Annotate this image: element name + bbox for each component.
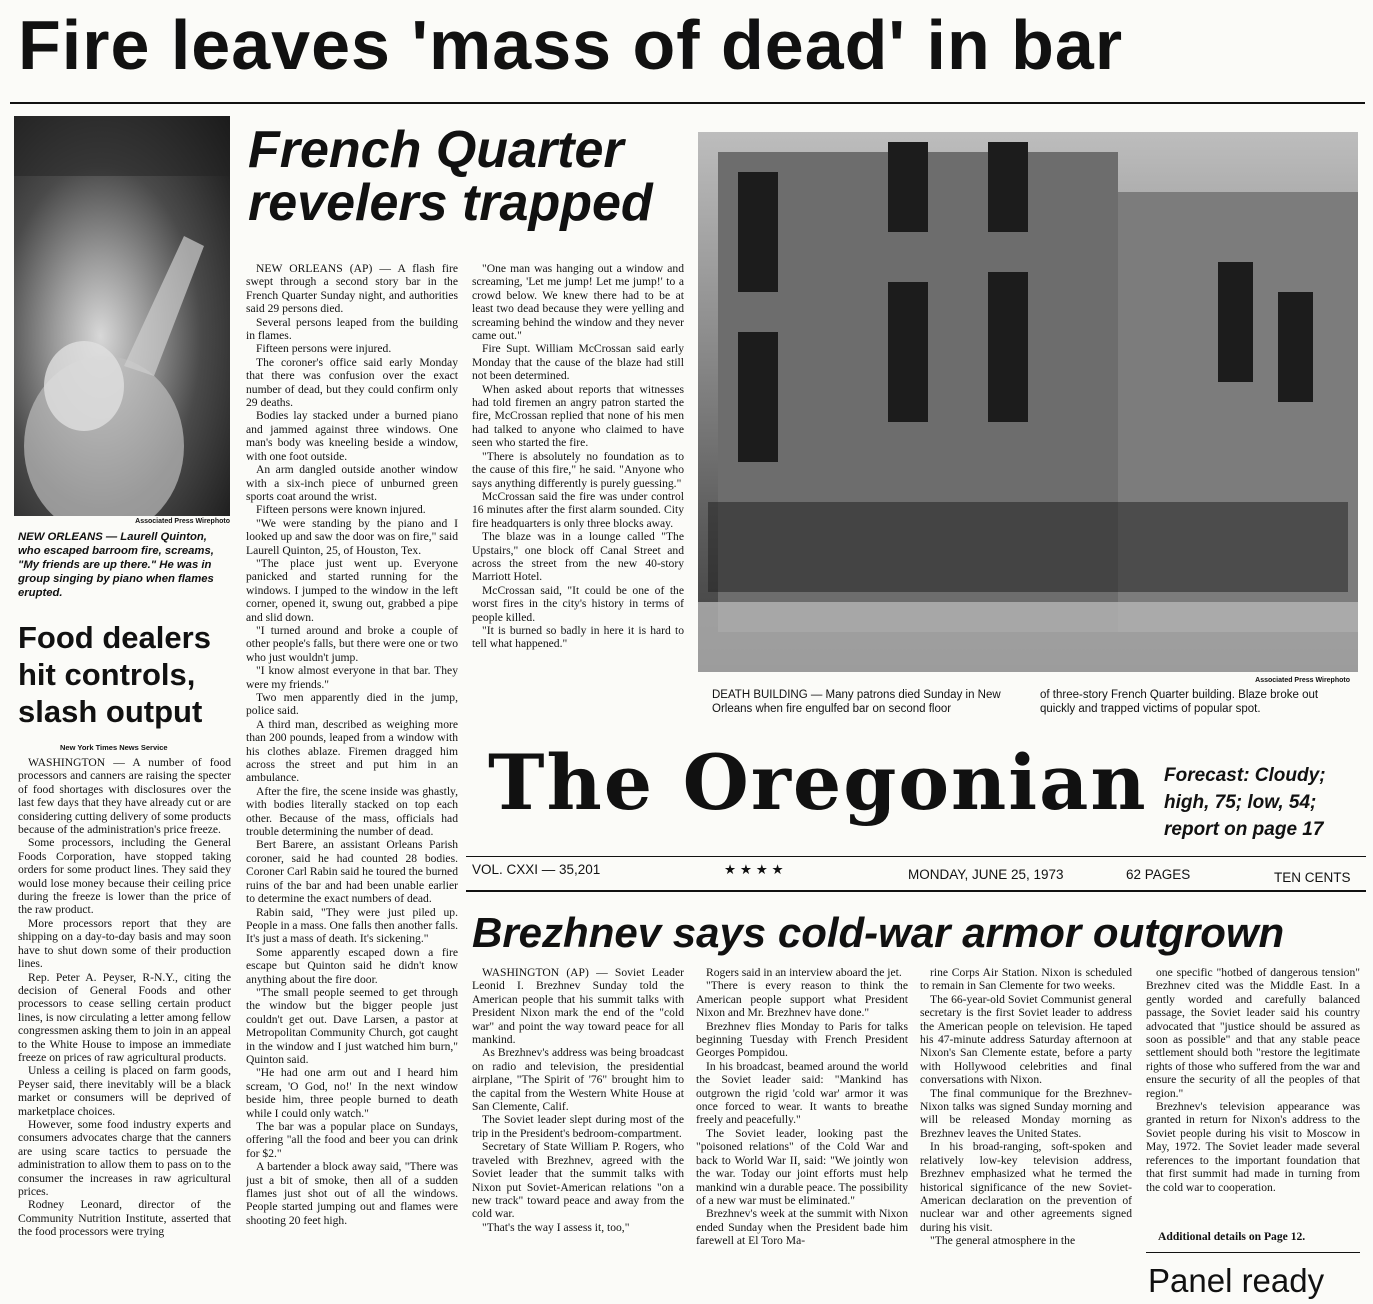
paragraph: McCrossan said, "It could be one of the worst fires in the city's history in terms of people killed. [472,583,684,624]
paragraph: "That's the way I assess it, too," [482,1220,630,1234]
photo-figure-icon [14,116,230,516]
headline-rule [10,102,1365,104]
panel-rule [1146,1252,1360,1253]
paragraph: "There is every reason to think the American people support what President Nixon and Mr. Brezhnev have done." [696,979,908,1020]
weather-forecast [1164,762,1364,843]
food-headline-line: slash output [18,694,203,729]
paragraph: The Soviet leader, looking past the "poisoned relations" of the Cold War and back to World War II, said: "We jointly won the war. Today our joint efforts must help mankind win a durable peace. The possibility of a new war must be eliminated." [696,1126,908,1207]
fire-story-column-1 [246,262,458,1304]
paragraph: "The general atmosphere in the [930,1234,1076,1248]
paragraph: "We were standing by the piano and I looked up and saw the door was on fire," said Laurell Quinton, 25, of Houston, Tex. [246,516,458,557]
paragraph: "I turned around and broke a couple of other people's falls, but there were one or two who just wouldn't jump. [246,623,458,664]
big-photo-credit: Associated Press Wirephoto [1255,677,1350,684]
big-photo-caption-left: DEATH BUILDING — Many patrons died Sunday in New Orleans when fire engulfed bar on second floor [712,689,1001,715]
paragraph: Unless a ceiling is placed on farm goods, Peyser said, there inevitably will be a black market or consumers will be deprived of marketplace choices. [18,1064,231,1118]
food-headline-line: Food dealers [18,620,211,655]
paragraph: "There is absolutely no foundation as to the cause of this fire," he said. "Anyone who says anything differently is purely guessing." [472,449,684,490]
paragraph: An arm dangled outside another window with a six-inch piece of unburned green sports coat around the wrist. [246,463,458,503]
paragraph: The final communique for the Brezhnev-Nixon talks was signed Sunday morning and will be released Monday morning as Brezhnev leaves the United States. [920,1086,1132,1140]
paragraph: "The place just went up. Everyone panicked and started running for the windows. I jumped to the window in the left corner, opened it, swung out, grabbed a pipe and slid down. [246,556,458,624]
edition-stars: ★ ★ ★ ★ [724,862,784,877]
paragraph: Brezhnev's television appearance was granted in return for Nixon's address to the Soviet people during his visit to Moscow in May, 1972. The Soviet leader made several references to the important foundation that that first summit had made in turning from the cold war to cooperation. [1146,1100,1360,1194]
paragraph: Fifteen persons were known injured. [256,503,426,517]
food-headline-line: hit controls, [18,657,196,692]
page-count: 62 PAGES [1126,867,1191,882]
forecast-line: Forecast: Cloudy; [1164,765,1326,786]
paragraph: "I know almost everyone in that bar. They were my friends." [246,664,458,691]
food-story-body [18,756,231,1304]
paragraph: "The small people seemed to get through the window but the bigger people just couldn't get out. Dave Larsen, a pastor at Metropolitan Community Church, got caught in the window and I just watched him burn," Quinton said. [246,985,458,1066]
paragraph: NEW ORLEANS (AP) — A flash fire swept through a second story bar in the French Quarter Sunday night, and authorities said 29 persons died. [246,262,458,316]
paragraph: "It is burned so badly in here it is hard to tell what happened." [472,623,684,651]
paragraph: As Brezhnev's address was being broadcast on radio and television, the presidential airplane, "The Spirit of '76" brought him to the capital from the Western White House at San Clemente, Calif. [472,1046,684,1114]
left-photo-credit: Associated Press Wirephoto [135,518,230,525]
burned-building-photo [698,132,1358,672]
brezhnev-column-4 [1146,966,1360,1206]
paragraph: Two men apparently died in the jump, police said. [246,691,458,718]
paragraph: The 66-year-old Soviet Communist general secretary is the first Soviet leader to address the American people on television. He taped his 47-minute address Saturday afternoon at Nixon's San Clemente estate, before a party with Hollywood celebrities and final conversations with Nixon. [920,992,1132,1087]
paragraph: In his broadcast, beamed around the world the Soviet leader said: "Mankind has outgrown the rigid 'cold war' armor it was once forced to wear. It wants to breathe freely and peacefully." [696,1059,908,1127]
main-headline: Fire leaves 'mass of dead' in bar [18,6,1124,84]
paragraph: Brezhnev flies Monday to Paris for talks beginning Tuesday with French President Georges Pompidou. [696,1019,908,1060]
paragraph: Secretary of State William P. Rogers, who traveled with Brezhnev, agreed with the Soviet leader that the summit talks with Nixon put Soviet-American relations "on a new track" toward peace and away from the cold war. [472,1140,684,1221]
paragraph: A third man, described as weighing more than 200 pounds, leaped from a window with his clothes ablaze. Firemen dragged him across the street and put him in an ambulance. [246,717,458,785]
paragraph: WASHINGTON — A number of food processors and canners are raising the specter of food shortages with disclosures over the last few days that they have already cut or are considering cutting delivery of some products because of the administration's price freeze. [18,756,231,837]
paragraph: "He had one arm out and I heard him scream, 'O God, no!' In the next window beside him, three people burned to death while I could only watch." [246,1066,458,1120]
paragraph: Some processors, including the General Foods Corporation, have stopped taking orders for some product lines. They said they would lose money because their ceiling price during the freeze is lower than the price of the raw product. [18,836,231,917]
forecast-line: high, 75; low, 54; [1164,792,1317,813]
paragraph: The blaze was in a lounge called "The Upstairs," one block off Canal Street and across the street from the new 40-story Marriott Hotel. [472,530,684,584]
issue-date: MONDAY, JUNE 25, 1973 [908,867,1064,882]
fire-story-headline [248,121,688,233]
fire-story-column-2 [472,262,684,712]
paragraph: Some apparently escaped down a fire escape but Quinton said he didn't know anything about the fire door. [246,945,458,986]
brezhnev-column-1 [472,966,684,1304]
volume-number: VOL. CXXI — 35,201 [472,862,601,877]
panel-ready-headline: Panel ready [1148,1262,1325,1299]
paragraph: WASHINGTON (AP) — Soviet Leader Leonid I. Brezhnev Sunday told the American people that his summit talks with President Nixon mark the end of the "cold war" and point the way toward peace for all mankind. [472,966,684,1047]
paragraph: More processors report that they are shipping on a day-to-day basis and may soon have to shut down some of their production lines. [18,916,231,971]
paragraph: After the fire, the scene inside was ghastly, with bodies literally stacked on top each other. Because of the mass, officials had trouble determining the number of dead. [246,784,458,839]
forecast-line: report on page 17 [1164,819,1324,840]
fire-headline-line1: French Quarter [248,121,624,179]
big-photo-caption-right: of three-story French Quarter building. Blaze broke out quickly and trapped victims of popular spot. [1040,689,1319,715]
paragraph: Rep. Peter A. Peyser, R-N.Y., citing the decision of General Foods and other processors to cease selling certain product lines, is now circulating a letter among fellow congressmen asking them to join in an appeal to the White House to impose an immediate freeze on prices of raw agricultural products. [18,970,231,1064]
paragraph: However, some food industry experts and consumers advocates charge that the canners are using scare tactics to persuade the administration to allow them to pass on to the consumer the increases in raw agricultural prices. [18,1117,231,1198]
food-headline [18,622,238,733]
paragraph: Bodies lay stacked under a burned piano and jammed against three windows. One man's body was kneeling beside a window, with one foot outside. [246,409,458,463]
paragraph: one specific "hotbed of dangerous tension" Brezhnev cited was the Middle East. In a gently worded and carefully balanced passage, the Soviet leader said his country advocated that "justice should be assured as soon as possible" and that any stable peace settlement should both "restore the legitimate rights of those who suffered from the war and ensure the security of all the peoples of that region." [1146,966,1360,1100]
paragraph: A bartender a block away said, "There was just a bit of smoke, then all of a sudden flames just shot out of all the windows. People started jumping out and flames were shooting 20 feet high. [246,1160,458,1227]
paragraph: McCrossan said the fire was under control 16 minutes after the first alarm sounded. City fire headquarters is only three blocks away. [472,489,684,530]
paragraph: Rogers said in an interview aboard the jet. [706,966,902,979]
paragraph: Rabin said, "They were just piled up. People in a mass. One falls then another falls. It's just a mass of death. It's sickening." [246,905,458,946]
paragraph: "One man was hanging out a window and screaming, 'Let me jump! Let me jump!' to a crowd below. We knew there had to be at least two dead because they were yelling and screaming behind the window and they never came out." [472,262,684,343]
brezhnev-headline: Brezhnev says cold-war armor outgrown [472,909,1285,956]
brezhnev-column-3 [920,966,1132,1304]
paragraph: Brezhnev's week at the summit with Nixon ended Sunday when the President bade him farewell at El Toro Ma- [696,1207,908,1248]
paragraph: Bert Barere, an assistant Orleans Parish coroner, said he had counted 28 bodies. Coroner Carl Rabin said he toured the burned ruins of the bar and had been unable earlier to determine the exact numbers of dead. [246,838,458,906]
masthead-title: The Oregonian [488,738,1148,827]
food-service-credit: New York Times News Service [60,743,168,752]
screaming-man-photo [14,116,230,516]
paragraph: Fifteen persons were injured. [256,342,392,356]
paragraph: rine Corps Air Station. Nixon is scheduled to remain in San Clemente for two weeks. [920,966,1132,993]
masthead-rule [466,856,1366,857]
paragraph: When asked about reports that witnesses had told firemen an angry patron started the fire, McCrossan replied that none of his men had talked to anyone who claimed to have seen who started the fire. [472,382,684,450]
paragraph: The Soviet leader slept during most of the trip in the President's bedroom-compartment. [472,1113,684,1140]
paragraph: The coroner's office said early Monday that there was confusion over the exact number of dead, but they could confirm only 29 deaths. [246,355,458,410]
brezhnev-column-2 [696,966,908,1304]
paragraph: In his broad-ranging, soft-spoken and relatively low-key television address, Brezhnev emphasized what he termed the historical significance of the new Soviet-American declaration on the prevention of nuclear war and other agreements signed during his visit. [920,1140,1132,1234]
fire-headline-line2: revelers trapped [248,174,653,233]
paragraph: Several persons leaped from the building in flames. [246,315,458,343]
masthead-bottom-rule [466,890,1366,892]
paragraph: Fire Supt. William McCrossan said early Monday that the cause of the blaze had still not been determined. [472,342,684,383]
additional-details-note: Additional details on Page 12. [1158,1230,1306,1243]
paragraph: The bar was a popular place on Sundays, offering "all the food and beer you can drink for $2." [246,1120,458,1160]
building-icon [698,132,1358,672]
price: TEN CENTS [1274,870,1351,885]
paragraph: Rodney Leonard, director of the Community Nutrition Institute, asserted that the food processors were trying [18,1198,231,1239]
left-photo-caption: NEW ORLEANS — Laurell Quinton, who escaped barroom fire, screams, "My friends are up there." He was in group singing by piano when flames erupted. [18,531,214,599]
